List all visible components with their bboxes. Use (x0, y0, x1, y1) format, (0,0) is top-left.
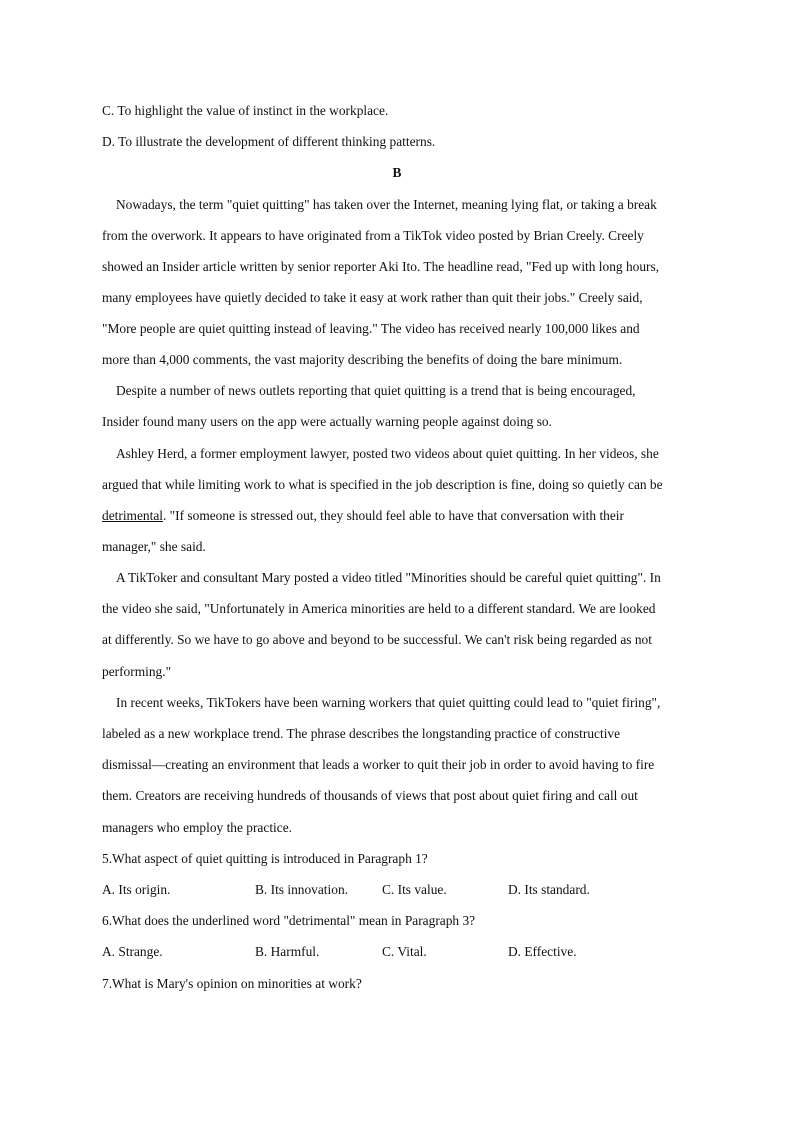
option-c-prev: C. To highlight the value of instinct in the workplace. (102, 103, 389, 118)
question-5-stem: 5.What aspect of quiet quitting is introduced in Paragraph 1? (102, 851, 428, 866)
q5-option-d: D. Its standard. (508, 882, 590, 897)
passage-line: Despite a number of news outlets reporting that quiet quitting is a trend that is being encouraged, (116, 383, 636, 398)
passage-line: at differently. So we have to go above and beyond to be successful. We can't risk being regarded as not (102, 632, 652, 647)
passage-line-rest: . "If someone is stressed out, they should feel able to have that conversation with their (162, 508, 624, 523)
section-title: B (392, 165, 402, 180)
passage-line: labeled as a new workplace trend. The phrase describes the longstanding practice of constructive (102, 726, 621, 741)
passage-line (102, 507, 692, 525)
underlined-word: detrimental (102, 508, 163, 523)
passage-line: Nowadays, the term "quiet quitting" has taken over the Internet, meaning lying flat, or taking a break (116, 197, 657, 212)
passage-line: In recent weeks, TikTokers have been warning workers that quiet quitting could lead to "quiet firing", (116, 695, 661, 710)
q6-option-b: B. Harmful. (255, 944, 320, 959)
passage-line: argued that while limiting work to what is specified in the job description is fine, doing so quietly can be (102, 477, 663, 492)
q5-option-c: C. Its value. (382, 882, 447, 897)
passage-line: Ashley Herd, a former employment lawyer, posted two videos about quiet quitting. In her videos, she (116, 446, 659, 461)
passage-line: the video she said, "Unfortunately in America minorities are held to a different standard. We are looked (102, 601, 656, 616)
q5-option-a: A. Its origin. (102, 882, 171, 897)
passage-line: performing." (102, 664, 172, 679)
passage-line: many employees have quietly decided to take it easy at work rather than quit their jobs." Creely said, (102, 290, 643, 305)
q5-option-b: B. Its innovation. (255, 882, 348, 897)
question-7-stem: 7.What is Mary's opinion on minorities at work? (102, 976, 362, 991)
passage-line: A TikToker and consultant Mary posted a video titled "Minorities should be careful quiet quitting". In (116, 570, 661, 585)
passage-line: from the overwork. It appears to have originated from a TikTok video posted by Brian Creely. Creely (102, 228, 644, 243)
passage-line: Insider found many users on the app were actually warning people against doing so. (102, 414, 552, 429)
option-d-prev: D. To illustrate the development of different thinking patterns. (102, 134, 436, 149)
question-6-stem: 6.What does the underlined word "detrimental" mean in Paragraph 3? (102, 913, 476, 928)
passage-line: more than 4,000 comments, the vast majority describing the benefits of doing the bare minimum. (102, 352, 623, 367)
q6-option-d: D. Effective. (508, 944, 577, 959)
passage-line: dismissal—creating an environment that leads a worker to quit their job in order to avoid having to fire (102, 757, 655, 772)
q6-option-a: A. Strange. (102, 944, 163, 959)
q6-option-c: C. Vital. (382, 944, 427, 959)
passage-line: manager," she said. (102, 539, 206, 554)
passage-line: them. Creators are receiving hundreds of thousands of views that post about quiet firing and call out (102, 788, 638, 803)
passage-line: showed an Insider article written by senior reporter Aki Ito. The headline read, "Fed up with long hours, (102, 259, 660, 274)
passage-line: "More people are quiet quitting instead of leaving." The video has received nearly 100,000 likes and (102, 321, 640, 336)
passage-line: managers who employ the practice. (102, 820, 292, 835)
